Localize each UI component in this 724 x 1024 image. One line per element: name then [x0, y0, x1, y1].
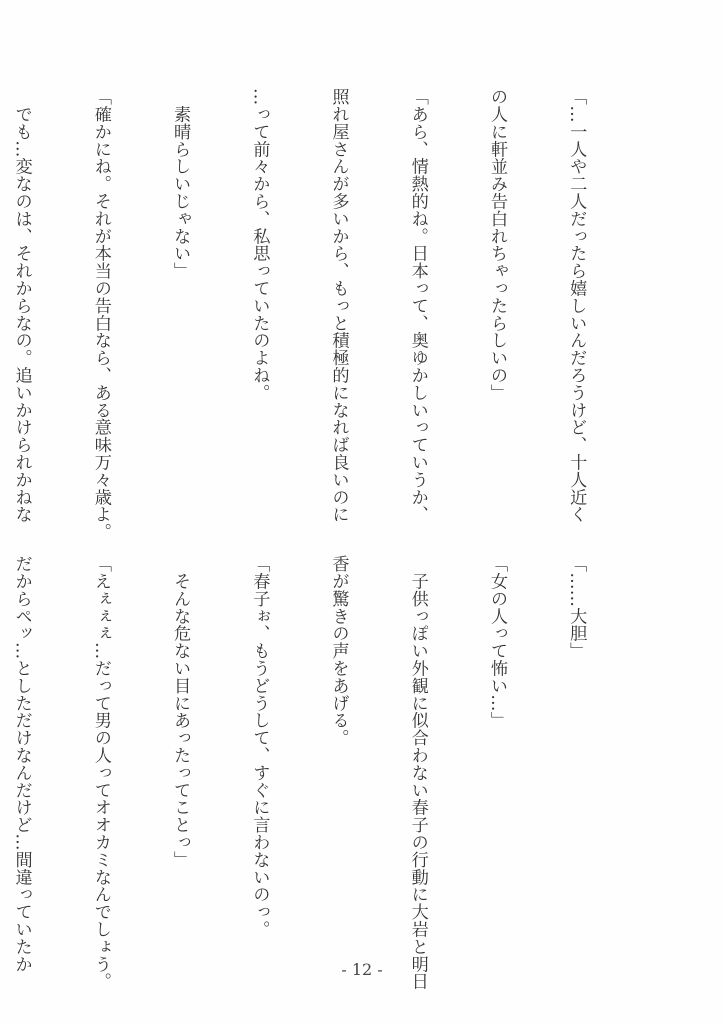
text-line: そんな危ない目にあったってことっ」: [170, 555, 191, 869]
text-line: 子供っぽい外観に似合わない春子の行動に大岩と明日: [407, 555, 428, 990]
text-block-top: [11, 88, 642, 541]
text-line: 「…一人や二人だったら嬉しいんだろうけど、十人近く: [566, 88, 587, 523]
text-line: 「……大胆」: [566, 555, 587, 660]
text-line: の人に軒並み告白れちゃったらしいの」: [486, 88, 507, 402]
text-line: 素晴らしいじゃない」: [170, 88, 191, 280]
text-line: 「あら、情熱的ね。日本って、奥ゆかしいっていうか、: [407, 88, 428, 523]
text-line: 「確かにね。それが本当の告白なら、ある意味万々歳よ。: [90, 88, 111, 541]
text-line: 照れ屋さんが多いから、もっと積極的になれば良いのに: [328, 88, 349, 523]
text-line: 「春子ぉ、もうどうして、すぐに言わないのっ。: [249, 555, 270, 938]
text-line: だからペッ…としただけなんだけど…間違っていたか: [11, 555, 32, 973]
text-line: …って前々から、私思っていたのよね。: [249, 88, 270, 402]
text-line: 香が驚きの声をあげる。: [328, 555, 349, 747]
text-line: 「女の人って怖い…」: [486, 555, 507, 729]
text-line: 「えぇぇぇ…だって男の人ってオオカミなんでしょう。: [90, 555, 111, 990]
page-number: - 12 -: [341, 960, 383, 979]
text-line: でも…変なのは、それからなの。追いかけられかねな: [11, 88, 32, 523]
